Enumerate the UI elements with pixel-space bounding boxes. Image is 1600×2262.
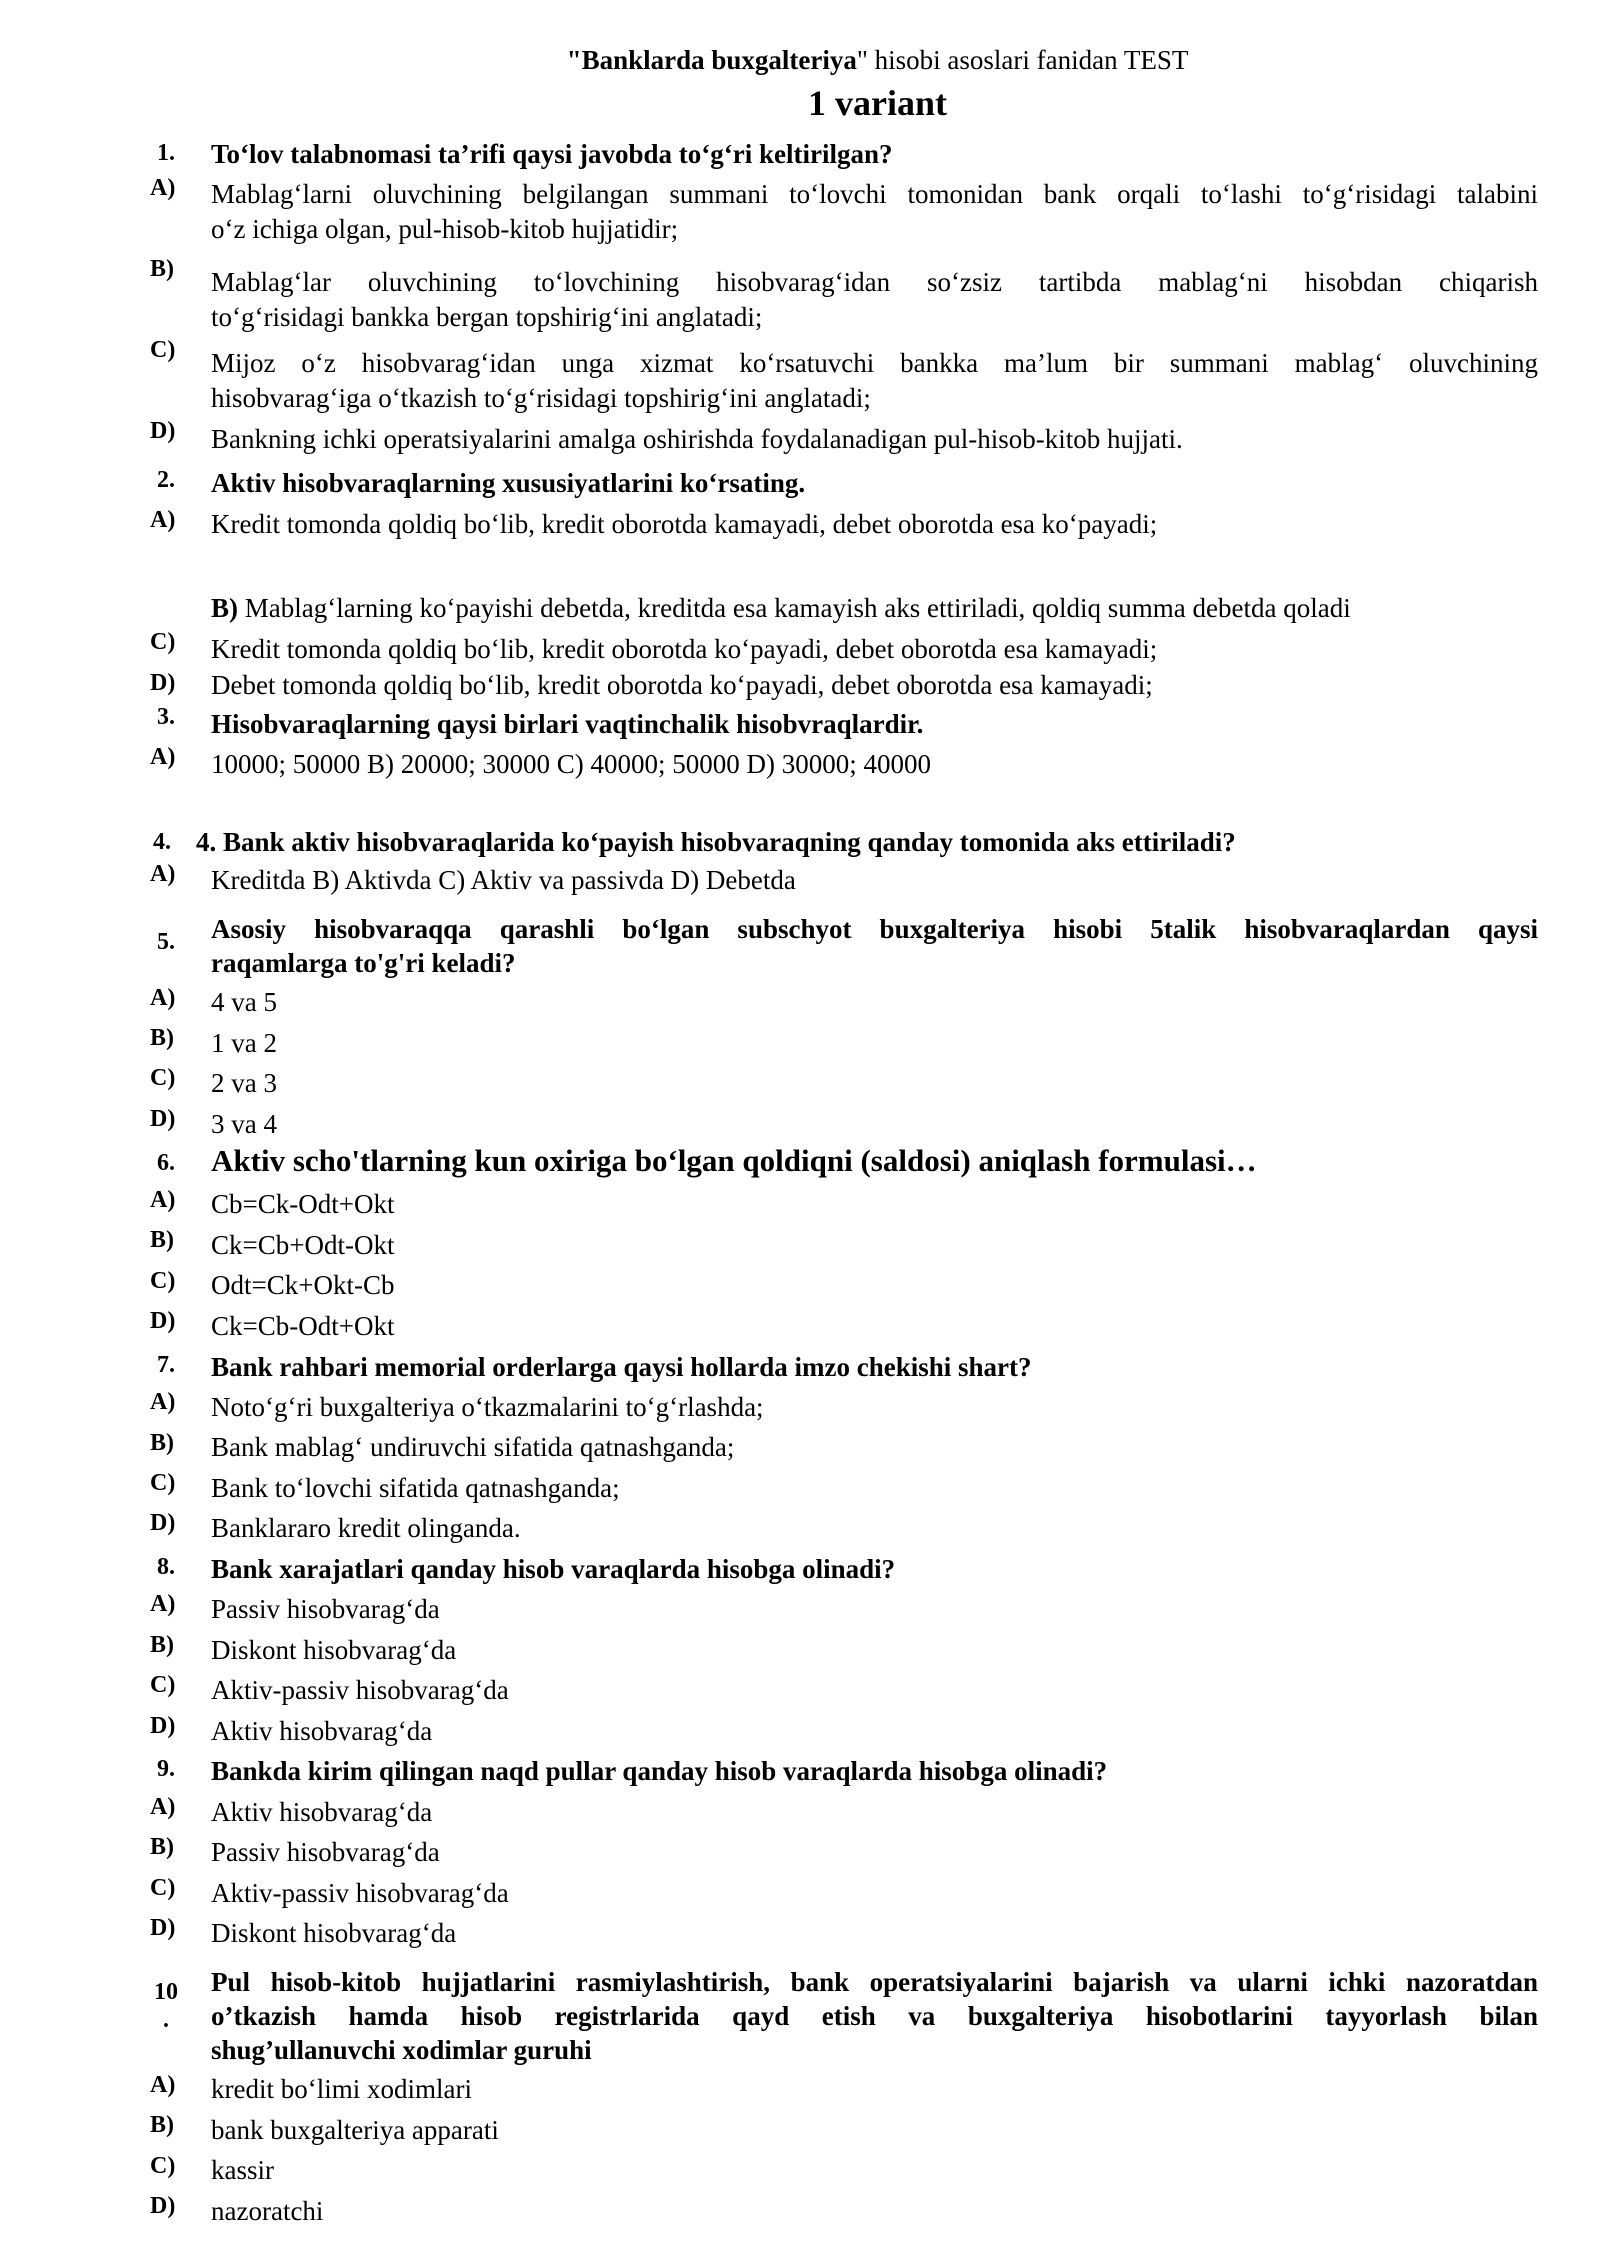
option-line-inline bbox=[211, 591, 1351, 625]
option-line: Aktiv-passiv hisobvarag‘da bbox=[211, 1675, 509, 1705]
question-text: Bankda kirim qilingan naqd pullar qanday hisob varaqlarda hisobga olinadi? bbox=[211, 1756, 1108, 1786]
title-bold-part: "Banklarda buxgalteriya bbox=[566, 45, 857, 75]
option-label: A) bbox=[150, 1187, 176, 1213]
option-line: Diskont hisobvarag‘da bbox=[211, 1635, 457, 1665]
option-label: B) bbox=[150, 2112, 174, 2138]
question-text: Pul hisob-kitob hujjatlarini rasmiylashtirish, bank operatsiyalarini bajarish va ularni ichki nazoratdan bbox=[211, 1967, 1538, 1997]
option-line: 4 va 5 bbox=[211, 987, 277, 1017]
option-line: Banklararo kredit olinganda. bbox=[211, 1513, 521, 1543]
question-number: 3. bbox=[157, 704, 175, 730]
option-label: D) bbox=[150, 670, 176, 696]
option-label: D) bbox=[150, 2193, 176, 2219]
option-label: A) bbox=[150, 2072, 176, 2098]
question-text: o’tkazish hamda hisob registrlarida qayd etish va buxgalteriya hisobotlarini tayyorlash bilan bbox=[211, 2001, 1538, 2031]
option-line: Aktiv hisobvarag‘da bbox=[211, 1797, 433, 1827]
question-text: Aktiv hisobvaraqlarning xususiyatlarini ko‘rsating. bbox=[211, 468, 806, 498]
document-title bbox=[0, 44, 1600, 76]
option-label: B) bbox=[150, 1227, 174, 1253]
question-text: Bank rahbari memorial orderlarga qaysi hollarda imzo chekishi shart? bbox=[211, 1352, 1032, 1382]
option-label: B) bbox=[150, 1025, 174, 1051]
option-label: A) bbox=[150, 507, 176, 533]
option-line: Diskont hisobvarag‘da bbox=[211, 1918, 457, 1948]
option-line: kassir bbox=[211, 2155, 274, 2185]
question-text: Asosiy hisobvaraqqa qarashli bo‘lgan subschyot buxgalteriya hisobi 5talik hisobvaraqlardan qaysi bbox=[211, 914, 1538, 944]
option-label: D) bbox=[150, 418, 176, 444]
option-label: A) bbox=[150, 861, 176, 887]
option-label: A) bbox=[150, 175, 176, 201]
option-line: o‘z ichiga olgan, pul-hisob-kitob hujjatidir; bbox=[211, 214, 679, 244]
question-number: 4. bbox=[153, 829, 171, 855]
option-label: C) bbox=[150, 629, 176, 655]
option-line: Aktiv-passiv hisobvarag‘da bbox=[211, 1878, 509, 1908]
option-label: A) bbox=[150, 1389, 176, 1415]
option-label: C) bbox=[150, 1065, 176, 1091]
option-label: A) bbox=[150, 1794, 176, 1820]
option-line: Ck=Cb-Odt+Okt bbox=[211, 1311, 395, 1341]
option-line: Bank mablag‘ undiruvchi sifatida qatnashganda; bbox=[211, 1432, 735, 1462]
option-label: A) bbox=[150, 985, 176, 1011]
question-text: raqamlarga to'g'ri keladi? bbox=[211, 948, 516, 978]
option-line: Mijoz o‘z hisobvarag‘idan unga xizmat ko‘rsatuvchi bankka ma’lum bir summani mablag‘ oluvchining bbox=[211, 348, 1538, 378]
option-line: hisobvarag‘iga o‘tkazish to‘g‘risidagi topshirig‘ini anglatadi; bbox=[211, 383, 871, 413]
option-line: 10000; 50000 B) 20000; 30000 C) 40000; 50000 D) 30000; 40000 bbox=[211, 749, 931, 779]
option-line: Bankning ichki operatsiyalarini amalga oshirishda foydalanadigan pul-hisob-kitob hujjati. bbox=[211, 424, 1183, 454]
option-label: C) bbox=[150, 1875, 176, 1901]
option-label: D) bbox=[150, 1106, 176, 1132]
option-label: D) bbox=[150, 1510, 176, 1536]
question-text: Bank xarajatlari qanday hisob varaqlarda hisobga olinadi? bbox=[211, 1554, 896, 1584]
option-label: C) bbox=[150, 1268, 176, 1294]
option-line: Aktiv hisobvarag‘da bbox=[211, 1716, 433, 1746]
option-label: A) bbox=[150, 1591, 176, 1617]
title-rest-part: " hisobi asoslari fanidan TEST bbox=[856, 45, 1189, 75]
option-line: bank buxgalteriya apparati bbox=[211, 2115, 499, 2145]
option-label: C) bbox=[150, 1470, 176, 1496]
option-line: 2 va 3 bbox=[211, 1068, 277, 1098]
question-text: Hisobvaraqlarning qaysi birlari vaqtinchalik hisobvraqlardir. bbox=[211, 709, 924, 739]
question-text: Aktiv scho'tlarning kun oxiriga bo‘lgan qoldiqni (saldosi) aniqlash formulasi… bbox=[211, 1143, 1257, 1178]
option-line: Cb=Ck-Odt+Okt bbox=[211, 1189, 395, 1219]
option-label: D) bbox=[150, 1915, 176, 1941]
option-label: D) bbox=[150, 1308, 176, 1334]
option-line: 3 va 4 bbox=[211, 1109, 277, 1139]
option-label: B) bbox=[150, 1632, 174, 1658]
option-line: Passiv hisobvarag‘da bbox=[211, 1837, 440, 1867]
question-text: 4. Bank aktiv hisobvaraqlarida ko‘payish hisobvaraqning qanday tomonida aks ettiriladi? bbox=[196, 827, 1236, 857]
question-number: 8. bbox=[157, 1554, 175, 1580]
option-line: Mablag‘lar oluvchining to‘lovchining hisobvarag‘idan so‘zsiz tartibda mablag‘ni hisobdan chiqarish bbox=[211, 267, 1538, 297]
question-number-tail: . bbox=[163, 2007, 169, 2033]
option-line: Debet tomonda qoldiq bo‘lib, kredit oborotda ko‘payadi, debet oborotda esa kamayadi; bbox=[211, 670, 1153, 700]
question-number: 5. bbox=[157, 929, 175, 955]
option-text: Mablag‘larning ko‘payishi debetda, kreditda esa kamayish aks ettiriladi, qoldiq summa debetda qoladi bbox=[244, 593, 1351, 623]
option-label: B) bbox=[150, 256, 174, 282]
option-line: 1 va 2 bbox=[211, 1028, 277, 1058]
question-number: 10 bbox=[154, 1979, 178, 2005]
option-line: Noto‘g‘ri buxgalteriya o‘tkazmalarini to‘g‘rlashda; bbox=[211, 1392, 764, 1422]
option-label-inline: B) bbox=[211, 593, 238, 623]
option-label: B) bbox=[150, 1834, 174, 1860]
option-line: Mablag‘larni oluvchining belgilangan summani to‘lovchi tomonidan bank orqali to‘lashi to‘g‘risidagi talabini bbox=[211, 179, 1538, 209]
option-label: C) bbox=[150, 337, 176, 363]
option-label: A) bbox=[150, 744, 176, 770]
question-number: 6. bbox=[157, 1150, 175, 1176]
question-number: 9. bbox=[157, 1756, 175, 1782]
option-line: kredit bo‘limi xodimlari bbox=[211, 2074, 472, 2104]
option-label: B) bbox=[150, 1430, 174, 1456]
question-number: 1. bbox=[157, 140, 175, 166]
question-number: 7. bbox=[157, 1352, 175, 1378]
question-number: 2. bbox=[157, 467, 175, 493]
option-label: D) bbox=[150, 1713, 176, 1739]
option-line: Passiv hisobvarag‘da bbox=[211, 1594, 440, 1624]
option-line: Kreditda B) Aktivda C) Aktiv va passivda D) Debetda bbox=[211, 865, 796, 895]
option-line: Kredit tomonda qoldiq bo‘lib, kredit oborotda kamayadi, debet oborotda esa ko‘payadi; bbox=[211, 509, 1158, 539]
option-line: Ck=Cb+Odt-Okt bbox=[211, 1230, 395, 1260]
option-label: C) bbox=[150, 1672, 176, 1698]
option-label: C) bbox=[150, 2153, 176, 2179]
option-line: Bank to‘lovchi sifatida qatnashganda; bbox=[211, 1473, 620, 1503]
option-line: Kredit tomonda qoldiq bo‘lib, kredit oborotda ko‘payadi, debet oborotda esa kamayadi; bbox=[211, 634, 1158, 664]
variant-heading: 1 variant bbox=[808, 83, 947, 123]
option-line: Odt=Ck+Okt-Cb bbox=[211, 1270, 395, 1300]
option-line: nazoratchi bbox=[211, 2196, 324, 2226]
question-text: To‘lov talabnomasi ta’rifi qaysi javobda to‘g‘ri keltirilgan? bbox=[211, 139, 893, 169]
question-text: shug’ullanuvchi xodimlar guruhi bbox=[211, 2035, 592, 2065]
option-line: to‘g‘risidagi bankka bergan topshirig‘ini anglatadi; bbox=[211, 302, 763, 332]
